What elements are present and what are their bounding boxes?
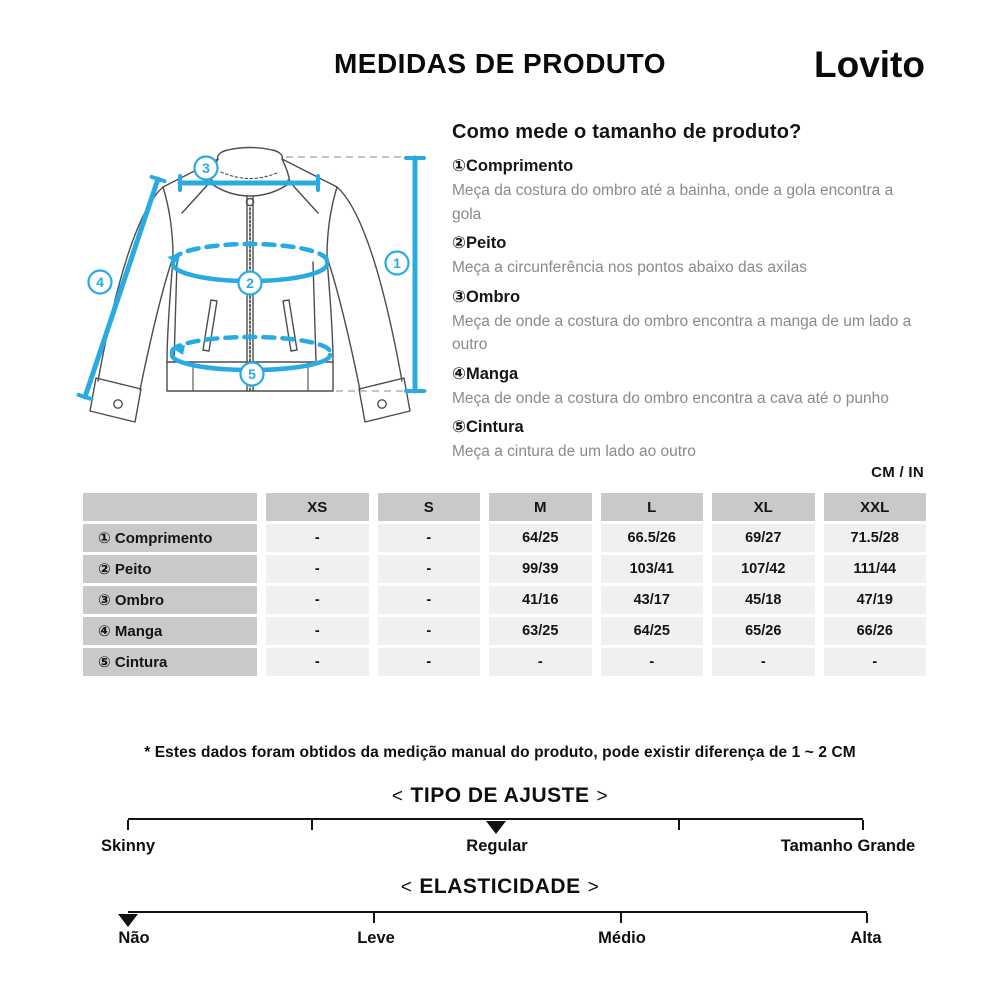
scale-tick xyxy=(311,820,313,830)
svg-text:3: 3 xyxy=(202,160,210,176)
cell-value: 64/25 xyxy=(489,524,592,552)
guide-heading: Como mede o tamanho de produto? xyxy=(452,121,802,143)
scale-tick xyxy=(866,913,868,923)
elasticity-scale-title: < ELASTICIDADE > xyxy=(0,875,1000,899)
cell-value: 63/25 xyxy=(489,617,592,645)
guide-item-desc: Meça a cintura de um lado ao outro xyxy=(452,443,696,460)
cell-value: - xyxy=(266,524,369,552)
guide-item-label: ①Comprimento xyxy=(452,157,574,175)
guide-item-label: ⑤Cintura xyxy=(452,418,524,436)
waist-ellipse-dashed xyxy=(172,337,330,352)
fit-scale-marker xyxy=(486,821,506,834)
cell-value: 69/27 xyxy=(712,524,815,552)
badge-5 xyxy=(241,363,264,386)
jacket-diagram xyxy=(60,130,440,450)
guide-item-label: ④Manga xyxy=(452,364,519,383)
fit-scale-title: < TIPO DE AJUSTE > xyxy=(0,784,1000,808)
open-bracket: < xyxy=(400,877,413,898)
fit-label-regular: Regular xyxy=(466,837,528,855)
column-header-m: M xyxy=(489,493,592,521)
guide-item-desc: Meça de onde a costura do ombro encontra a cava até o punho xyxy=(452,389,889,407)
left-pocket-welt xyxy=(203,300,217,351)
measurement-badges xyxy=(89,157,409,386)
close-bracket: > xyxy=(596,786,609,807)
cell-value: - xyxy=(601,648,704,676)
guide-item-label: ③Ombro xyxy=(452,287,521,306)
column-header-xs: XS xyxy=(266,493,369,521)
cell-value: - xyxy=(824,648,927,676)
badge-1 xyxy=(386,252,409,275)
badge-2 xyxy=(239,272,262,295)
cell-value: - xyxy=(378,648,481,676)
left-cuff-button xyxy=(114,400,122,408)
right-side-seam xyxy=(313,262,316,362)
cell-value: 45/18 xyxy=(712,586,815,614)
badge-3 xyxy=(195,157,218,180)
cell-value: - xyxy=(266,648,369,676)
guide-item-desc: Meça da costura do ombro até a bainha, onde a gola encontra a gola xyxy=(452,182,894,223)
cell-value: - xyxy=(378,555,481,583)
guide-item-desc: Meça a circunferência nos pontos abaixo das axilas xyxy=(452,259,807,276)
cell-value: - xyxy=(378,586,481,614)
svg-text:2: 2 xyxy=(246,275,254,291)
cell-value: 71.5/28 xyxy=(824,524,927,552)
cell-value: 99/39 xyxy=(489,555,592,583)
elasticity-label-leve: Leve xyxy=(357,929,395,947)
table-corner-cell xyxy=(83,493,257,521)
elasticity-label-nao: Não xyxy=(118,929,150,947)
scale-tick xyxy=(127,820,129,830)
guide-item-manga xyxy=(452,364,922,411)
collar-top xyxy=(218,148,283,160)
right-sleeve xyxy=(337,187,402,381)
fit-label-skinny: Skinny xyxy=(100,837,156,855)
column-header-s: S xyxy=(378,493,481,521)
row-label-peito: ② Peito xyxy=(83,555,257,583)
guide-item-desc: Meça de onde a costura do ombro encontra a manga de um lado a outro xyxy=(452,312,912,353)
collar-fold-seam xyxy=(221,172,279,179)
row-label-ombro: ③ Ombro xyxy=(83,586,257,614)
size-table xyxy=(83,493,926,676)
cell-value: - xyxy=(378,524,481,552)
scale-tick xyxy=(620,913,622,923)
cell-value: - xyxy=(489,648,592,676)
cell-value: 41/16 xyxy=(489,586,592,614)
guide-item-comprimento xyxy=(452,156,922,226)
elasticity-scale-line xyxy=(128,911,867,913)
column-header-xl: XL xyxy=(712,493,815,521)
scale-tick xyxy=(373,913,375,923)
guide-item-peito xyxy=(452,233,922,280)
cell-value: 65/26 xyxy=(712,617,815,645)
svg-text:5: 5 xyxy=(248,366,256,382)
column-header-xxl: XXL xyxy=(824,493,927,521)
right-pocket-welt xyxy=(283,300,297,351)
cell-value: 66/26 xyxy=(824,617,927,645)
cell-value: 66.5/26 xyxy=(601,524,704,552)
measurement-guide xyxy=(452,121,922,464)
fit-label-tamanho-grande: Tamanho Grande xyxy=(780,837,916,855)
footnote: * Estes dados foram obtidos da medição manual do produto, pode existir diferença de 1 ~ 2 CM xyxy=(144,744,856,761)
column-header-l: L xyxy=(601,493,704,521)
cell-value: - xyxy=(378,617,481,645)
cell-value: 103/41 xyxy=(601,555,704,583)
badge-4 xyxy=(89,271,112,294)
cell-value: 47/19 xyxy=(824,586,927,614)
svg-text:4: 4 xyxy=(96,274,104,290)
units-label: CM / IN xyxy=(871,464,924,481)
scale-tick xyxy=(862,820,864,830)
svg-text:1: 1 xyxy=(393,255,401,271)
scale-tick xyxy=(678,820,680,830)
cell-value: - xyxy=(266,617,369,645)
right-cuff-button xyxy=(378,400,386,408)
cell-value: - xyxy=(266,586,369,614)
page-title: MEDIDAS DE PRODUTO xyxy=(333,48,667,79)
cell-value: 43/17 xyxy=(601,586,704,614)
cell-value: 111/44 xyxy=(824,555,927,583)
row-label-manga: ④ Manga xyxy=(83,617,257,645)
cell-value: - xyxy=(712,648,815,676)
row-label-cintura: ⑤ Cintura xyxy=(83,648,257,676)
open-bracket: < xyxy=(391,786,404,807)
guide-item-label: ②Peito xyxy=(452,234,507,252)
cell-value: - xyxy=(266,555,369,583)
cell-value: 107/42 xyxy=(712,555,815,583)
fit-scale-line xyxy=(128,818,863,820)
guide-item-ombro xyxy=(452,287,922,357)
close-bracket: > xyxy=(587,877,600,898)
brand-logo: Lovito xyxy=(814,44,925,85)
guide-item-cintura xyxy=(452,417,922,464)
row-label-comprimento: ① Comprimento xyxy=(83,524,257,552)
elasticity-scale-marker xyxy=(118,914,138,927)
elasticity-label-medio: Médio xyxy=(598,929,646,947)
cell-value: 64/25 xyxy=(601,617,704,645)
elasticity-label-alta: Alta xyxy=(850,929,882,947)
